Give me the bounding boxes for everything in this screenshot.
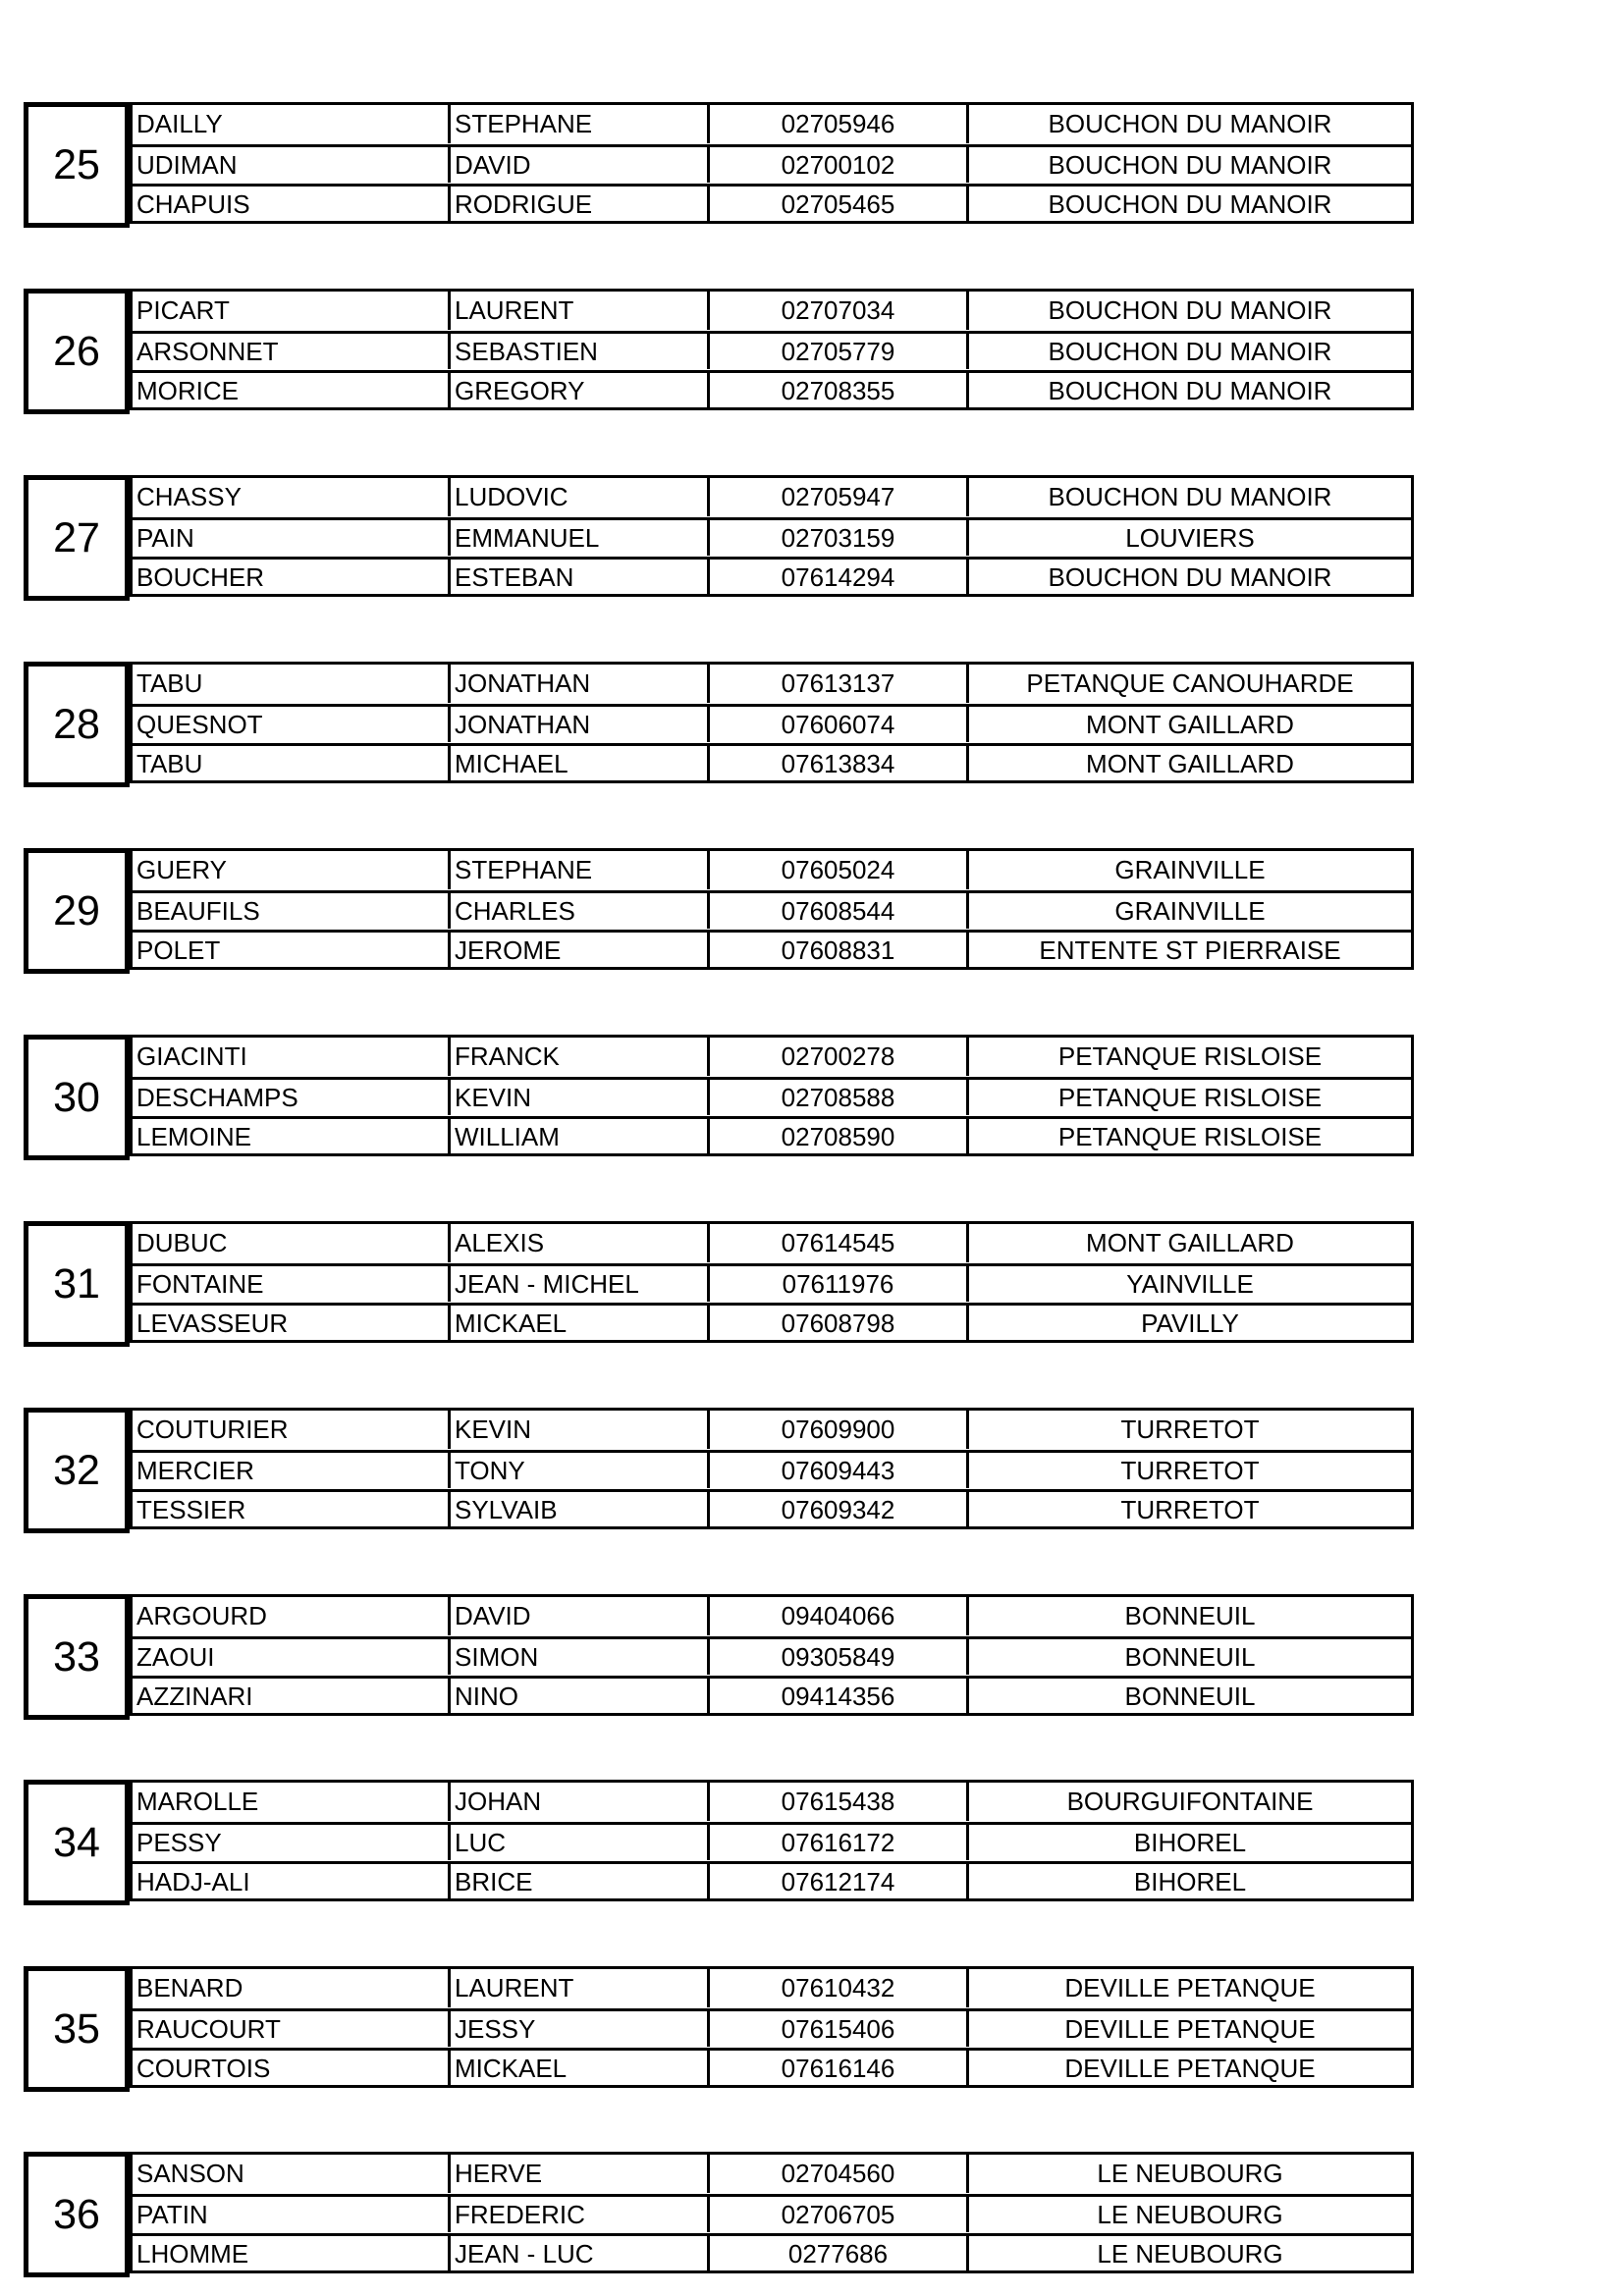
player-club: MONT GAILLARD: [1086, 710, 1294, 739]
player-first-name: JEROME: [451, 933, 710, 968]
player-club: PETANQUE CANOUHARDE: [1026, 668, 1354, 698]
player-row: [133, 1676, 1411, 1714]
player-last-name: POLET: [133, 933, 451, 968]
player-license-number: 09305849: [710, 1639, 969, 1675]
player-row: [133, 1783, 1411, 1821]
player-row: [133, 743, 1411, 781]
player-first-name: BRICE: [451, 1864, 710, 1899]
player-first-name: LUC: [451, 1825, 710, 1860]
team-block: [24, 102, 1414, 228]
player-last-name: FONTAINE: [133, 1266, 451, 1302]
player-club: TURRETOT: [1120, 1495, 1260, 1524]
player-license-number: 07612174: [710, 1864, 969, 1899]
team-number: 28: [24, 662, 130, 787]
player-last-name: LHOMME: [133, 2236, 451, 2271]
player-first-name: TONY: [451, 1453, 710, 1488]
player-row: [133, 1450, 1411, 1488]
player-row: [133, 2233, 1411, 2271]
player-row: [133, 1263, 1411, 1302]
player-last-name: COURTOIS: [133, 2051, 451, 2086]
player-row: [133, 478, 1411, 516]
team-players-table: [130, 1408, 1414, 1529]
player-row: [133, 370, 1411, 408]
player-club: DEVILLE PETANQUE: [1064, 2054, 1316, 2083]
player-last-name: MORICE: [133, 373, 451, 408]
player-license-number: 02708588: [710, 1080, 969, 1115]
player-license-number: 07609900: [710, 1411, 969, 1449]
player-row: [133, 930, 1411, 968]
player-club: BONNEUIL: [1124, 1682, 1256, 1711]
player-last-name: GIACINTI: [133, 1038, 451, 1076]
player-row: [133, 1969, 1411, 2007]
player-club: BOUCHON DU MANOIR: [1048, 150, 1332, 180]
player-first-name: LUDOVIC: [451, 478, 710, 516]
player-license-number: 07608544: [710, 893, 969, 929]
team-block: [24, 1966, 1414, 2092]
team-players-table: [130, 1780, 1414, 1901]
player-license-number: 07616146: [710, 2051, 969, 2086]
player-row: [133, 1077, 1411, 1115]
player-last-name: ZAOUI: [133, 1639, 451, 1675]
player-club: LOUVIERS: [1125, 523, 1255, 553]
team-players-table: [130, 102, 1414, 224]
team-number: 33: [24, 1594, 130, 1720]
player-club: BONNEUIL: [1124, 1642, 1256, 1672]
player-club: BOUCHON DU MANOIR: [1048, 295, 1332, 325]
player-license-number: 07615438: [710, 1783, 969, 1821]
player-row: [133, 331, 1411, 369]
player-first-name: SIMON: [451, 1639, 710, 1675]
player-row: [133, 1411, 1411, 1449]
player-club: MONT GAILLARD: [1086, 749, 1294, 778]
player-license-number: 02704560: [710, 2155, 969, 2193]
team-players-table: [130, 1221, 1414, 1343]
player-club: BOUCHON DU MANOIR: [1048, 189, 1332, 219]
player-first-name: RODRIGUE: [451, 187, 710, 222]
player-last-name: PESSY: [133, 1825, 451, 1860]
player-club: PAVILLY: [1141, 1308, 1239, 1338]
player-license-number: 02705946: [710, 105, 969, 143]
player-license-number: 07613137: [710, 665, 969, 703]
player-first-name: LAURENT: [451, 292, 710, 330]
player-row: [133, 1822, 1411, 1860]
player-club: TURRETOT: [1120, 1456, 1260, 1485]
team-block: [24, 1594, 1414, 1720]
player-club: BOUCHON DU MANOIR: [1048, 109, 1332, 138]
player-club: BOURGUIFONTAINE: [1066, 1787, 1314, 1816]
player-license-number: 07608798: [710, 1306, 969, 1341]
player-license-number: 02705779: [710, 334, 969, 369]
player-club: ENTENTE ST PIERRAISE: [1039, 935, 1341, 965]
player-last-name: PICART: [133, 292, 451, 330]
team-block: [24, 1780, 1414, 1905]
player-first-name: DAVID: [451, 147, 710, 183]
player-row: [133, 517, 1411, 556]
player-row: [133, 890, 1411, 929]
player-club: BIHOREL: [1133, 1828, 1247, 1857]
player-license-number: 02700278: [710, 1038, 969, 1076]
player-first-name: STEPHANE: [451, 851, 710, 889]
player-last-name: TABU: [133, 665, 451, 703]
player-first-name: JEAN - MICHEL: [451, 1266, 710, 1302]
team-number: 32: [24, 1408, 130, 1533]
team-players-table: [130, 2152, 1414, 2273]
player-last-name: MERCIER: [133, 1453, 451, 1488]
team-players-table: [130, 1035, 1414, 1156]
player-club: PETANQUE RISLOISE: [1057, 1122, 1323, 1151]
player-last-name: COUTURIER: [133, 1411, 451, 1449]
team-block: [24, 1408, 1414, 1533]
player-license-number: 09404066: [710, 1597, 969, 1635]
player-row: [133, 1597, 1411, 1635]
player-row: [133, 2048, 1411, 2086]
player-club: TURRETOT: [1120, 1415, 1260, 1444]
team-players-table: [130, 1594, 1414, 1716]
player-license-number: 02708590: [710, 1119, 969, 1154]
team-block: [24, 1221, 1414, 1347]
player-club: LE NEUBOURG: [1097, 2159, 1283, 2188]
player-row: [133, 292, 1411, 330]
player-first-name: MICHAEL: [451, 746, 710, 781]
player-last-name: CHASSY: [133, 478, 451, 516]
player-first-name: SEBASTIEN: [451, 334, 710, 369]
player-last-name: HADJ-ALI: [133, 1864, 451, 1899]
player-license-number: 02707034: [710, 292, 969, 330]
player-first-name: JESSY: [451, 2011, 710, 2047]
team-number: 29: [24, 848, 130, 974]
player-first-name: WILLIAM: [451, 1119, 710, 1154]
team-players-table: [130, 1966, 1414, 2088]
team-block: [24, 662, 1414, 787]
player-club: BONNEUIL: [1124, 1601, 1256, 1630]
player-last-name: LEMOINE: [133, 1119, 451, 1154]
player-last-name: AZZINARI: [133, 1679, 451, 1714]
player-club: DEVILLE PETANQUE: [1064, 1973, 1316, 2002]
team-block: [24, 475, 1414, 601]
team-block: [24, 848, 1414, 974]
player-club: YAINVILLE: [1126, 1269, 1254, 1299]
player-club: LE NEUBOURG: [1097, 2239, 1283, 2269]
team-block: [24, 1035, 1414, 1160]
player-last-name: PAIN: [133, 520, 451, 556]
player-row: [133, 851, 1411, 889]
team-number: 36: [24, 2152, 130, 2277]
player-last-name: SANSON: [133, 2155, 451, 2193]
team-block: [24, 289, 1414, 414]
player-license-number: 07609342: [710, 1492, 969, 1527]
player-first-name: LAURENT: [451, 1969, 710, 2007]
player-license-number: 09414356: [710, 1679, 969, 1714]
player-license-number: 07606074: [710, 707, 969, 742]
player-first-name: MICKAEL: [451, 2051, 710, 2086]
player-last-name: MAROLLE: [133, 1783, 451, 1821]
player-license-number: 07605024: [710, 851, 969, 889]
player-row: [133, 557, 1411, 595]
player-license-number: 07614294: [710, 560, 969, 595]
player-first-name: GREGORY: [451, 373, 710, 408]
player-row: [133, 184, 1411, 222]
player-row: [133, 665, 1411, 703]
team-number: 34: [24, 1780, 130, 1905]
player-row: [133, 105, 1411, 143]
team-players-table: [130, 662, 1414, 783]
player-last-name: BOUCHER: [133, 560, 451, 595]
player-first-name: CHARLES: [451, 893, 710, 929]
player-license-number: 07609443: [710, 1453, 969, 1488]
player-license-number: 02700102: [710, 147, 969, 183]
player-first-name: ESTEBAN: [451, 560, 710, 595]
team-block: [24, 2152, 1414, 2277]
player-first-name: KEVIN: [451, 1411, 710, 1449]
team-number: 27: [24, 475, 130, 601]
player-club: BOUCHON DU MANOIR: [1048, 337, 1332, 366]
team-number: 31: [24, 1221, 130, 1347]
player-first-name: FREDERIC: [451, 2197, 710, 2232]
player-row: [133, 1038, 1411, 1076]
player-club: DEVILLE PETANQUE: [1064, 2014, 1316, 2044]
team-number: 35: [24, 1966, 130, 2092]
player-license-number: 0277686: [710, 2236, 969, 2271]
player-last-name: BENARD: [133, 1969, 451, 2007]
player-row: [133, 1861, 1411, 1899]
player-last-name: DAILLY: [133, 105, 451, 143]
player-first-name: NINO: [451, 1679, 710, 1714]
player-row: [133, 1303, 1411, 1341]
player-license-number: 07608831: [710, 933, 969, 968]
player-last-name: BEAUFILS: [133, 893, 451, 929]
player-club: PETANQUE RISLOISE: [1057, 1083, 1323, 1112]
player-last-name: GUERY: [133, 851, 451, 889]
player-license-number: 02705465: [710, 187, 969, 222]
player-first-name: HERVE: [451, 2155, 710, 2193]
player-row: [133, 1116, 1411, 1154]
player-first-name: ALEXIS: [451, 1224, 710, 1262]
player-first-name: SYLVAIB: [451, 1492, 710, 1527]
player-license-number: 02703159: [710, 520, 969, 556]
player-last-name: DESCHAMPS: [133, 1080, 451, 1115]
player-last-name: ARSONNET: [133, 334, 451, 369]
player-row: [133, 2155, 1411, 2193]
player-last-name: LEVASSEUR: [133, 1306, 451, 1341]
player-club: GRAINVILLE: [1114, 855, 1266, 884]
player-license-number: 07616172: [710, 1825, 969, 1860]
player-last-name: TABU: [133, 746, 451, 781]
player-last-name: ARGOURD: [133, 1597, 451, 1635]
player-last-name: RAUCOURT: [133, 2011, 451, 2047]
player-club: BOUCHON DU MANOIR: [1048, 376, 1332, 405]
player-club: BOUCHON DU MANOIR: [1048, 482, 1332, 511]
player-last-name: TESSIER: [133, 1492, 451, 1527]
player-first-name: KEVIN: [451, 1080, 710, 1115]
team-number: 26: [24, 289, 130, 414]
player-last-name: UDIMAN: [133, 147, 451, 183]
player-last-name: CHAPUIS: [133, 187, 451, 222]
player-row: [133, 1224, 1411, 1262]
player-license-number: 02705947: [710, 478, 969, 516]
player-row: [133, 704, 1411, 742]
player-last-name: QUESNOT: [133, 707, 451, 742]
player-license-number: 07610432: [710, 1969, 969, 2007]
player-license-number: 02706705: [710, 2197, 969, 2232]
player-license-number: 07613834: [710, 746, 969, 781]
player-first-name: JONATHAN: [451, 665, 710, 703]
player-club: LE NEUBOURG: [1097, 2200, 1283, 2229]
player-club: PETANQUE RISLOISE: [1057, 1041, 1323, 1071]
player-first-name: MICKAEL: [451, 1306, 710, 1341]
player-first-name: JONATHAN: [451, 707, 710, 742]
player-first-name: DAVID: [451, 1597, 710, 1635]
team-number: 25: [24, 102, 130, 228]
team-players-table: [130, 289, 1414, 410]
team-players-table: [130, 848, 1414, 970]
player-row: [133, 1636, 1411, 1675]
player-club: GRAINVILLE: [1114, 896, 1266, 926]
team-number: 30: [24, 1035, 130, 1160]
player-club: BIHOREL: [1133, 1867, 1247, 1896]
team-players-table: [130, 475, 1414, 597]
player-license-number: 02708355: [710, 373, 969, 408]
player-row: [133, 2008, 1411, 2047]
player-license-number: 07615406: [710, 2011, 969, 2047]
player-last-name: DUBUC: [133, 1224, 451, 1262]
player-license-number: 07614545: [710, 1224, 969, 1262]
player-club: MONT GAILLARD: [1086, 1228, 1294, 1257]
player-row: [133, 1489, 1411, 1527]
player-row: [133, 144, 1411, 183]
player-last-name: PATIN: [133, 2197, 451, 2232]
player-first-name: EMMANUEL: [451, 520, 710, 556]
player-first-name: JOHAN: [451, 1783, 710, 1821]
player-first-name: FRANCK: [451, 1038, 710, 1076]
player-license-number: 07611976: [710, 1266, 969, 1302]
player-club: BOUCHON DU MANOIR: [1048, 562, 1332, 592]
player-first-name: STEPHANE: [451, 105, 710, 143]
player-row: [133, 2194, 1411, 2232]
player-first-name: JEAN - LUC: [451, 2236, 710, 2271]
